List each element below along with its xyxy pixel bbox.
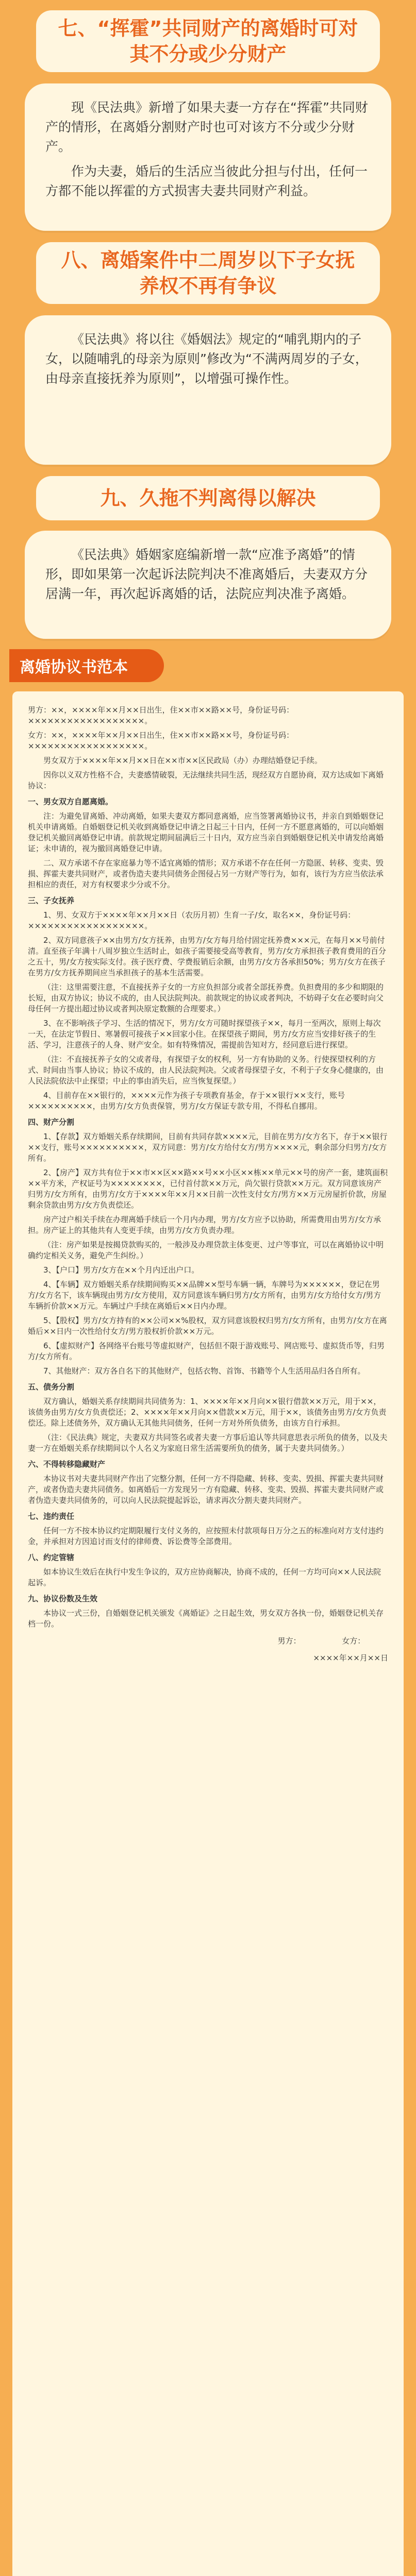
agreement-paragraph: 二、双方承诺不存在家庭暴力等不适宜离婚的情形；双方承诺不存在任何一方隐匿、转移、变卖、毁损、挥霍夫妻共同财产，或者伪造夫妻共同债务企图侵占另一方财产等行为，如有，该行为方应当依法承担相应的责任，对方有权要求少分或不分。 xyxy=(28,858,384,889)
agreement-heading: 八、约定管辖 xyxy=(28,1553,75,1562)
agreement-paragraph: 双方确认，婚姻关系存续期间共同债务为：1、××××年××月向××银行借款××万元，用于××，该债务由男方/女方负责偿还；2、××××年××月向××借款××万元，用于××，该债务由男方/女方负责偿还。除上述债务外，双方确认无其他共同债务，任何一方对外所负债务，由该方自行承担。 xyxy=(28,1397,387,1428)
agreement-paragraph: 2、【房产】双方共有位于××市××区××路××号××小区××栋××单元××号的房产一套，建筑面积××平方米，产权证号为××××××××，已付首付款××万元，尚欠银行贷款××万元。双方同意该房产归男方/女方所有，由男方/女方于××××年××月××日前一次性支付女方/男方××万元房屋折价款，房屋剩余贷款由男方/女方负责偿还。 xyxy=(28,1168,388,1210)
agreement-paragraph: 4、目前存在××银行的，××××元作为孩子专项教育基金，存于××银行××支行，账号××××××××××，由男方/女方负责保管，男方/女方保证专款专用，不得私自挪用。 xyxy=(28,1091,345,1111)
template-tag-label: 离婚协议书范本 xyxy=(20,658,128,676)
signature-line xyxy=(28,1636,388,1647)
agreement-heading: 九、协议份数及生效 xyxy=(28,1594,98,1603)
agreement-paragraph: 6、【虚拟财产】各网络平台账号等虚拟财产，包括但不限于游戏账号、网店账号、虚拟货币等，归男方/女方所有。 xyxy=(28,1341,385,1361)
agreement-paragraph: 男方：××，××××年××月××日出生，住××市××路××号，身份证号码：××××××××××××××××××。 xyxy=(28,705,294,725)
agreement-heading: 一、男女双方自愿离婚。 xyxy=(28,797,113,806)
agreement-paragraph: 7、其他财产：双方各自名下的其他财产，包括衣物、首饰、书籍等个人生活用品归各自所有。 xyxy=(43,1366,365,1376)
agreement-paragraph: （注：这里需要注意，不直接抚养子女的一方应负担部分或者全部抚养费。负担费用的多少和期限的长短，由双方协议；协议不成的，由人民法院判决。前款规定的协议或者判决，不妨碍子女在必要时向父母任何一方提出超过协议或者判决原定数额的合理要求。） xyxy=(28,982,384,1013)
section-eight-card xyxy=(25,315,391,465)
agreement-paragraph: 本协议一式三份，自婚姻登记机关颁发《离婚证》之日起生效，男女双方各执一份，婚姻登记机关存档一份。 xyxy=(28,1608,384,1629)
section-seven-title: 七、“挥霍”共同财产的离婚时可对其不分或少分财产 xyxy=(58,17,358,65)
section-seven-para-1: 现《民法典》新增了如果夫妻一方存在“挥霍”共同财产的情形，在离婚分割财产时也可对该方不分或少分财产。 xyxy=(45,100,368,154)
section-seven-para-2: 作为夫妻，婚后的生活应当彼此分担与付出，任何一方都不能以挥霍的方式损害夫妻共同财产利益。 xyxy=(45,164,368,198)
agreement-paragraph: 注：为避免冒离婚、冲动离婚，如果夫妻双方都同意离婚，应当签署离婚协议书，并亲自到婚姻登记机关申请离婚。自婚姻登记机关收到离婚登记申请之日起三十日内，任何一方不愿意离婚的，可以向婚姻登记机关撤回离婚登记申请。前款规定期间届满后三十日内，双方应当亲自到婚姻登记机关申请发给离婚证；未申请的，视为撤回离婚登记申请。 xyxy=(28,811,384,853)
section-eight-banner xyxy=(36,242,380,304)
signature-date: ××××年××月××日 xyxy=(313,1653,388,1663)
agreement-paragraph: （注：房产如果是按揭贷款购买的，一般涉及办理贷款主体变更、过户等事宜，可以在离婚协议中明确约定相关义务，避免产生纠纷。） xyxy=(28,1240,384,1260)
agreement-paragraph: 男女双方于××××年××月××日在××市××区民政局（办）办理结婚登记手续。 xyxy=(43,756,322,765)
agreement-paragraph: 4、【车辆】双方婚姻关系存续期间购买××品牌××型号车辆一辆，车牌号为××××××，登记在男方/女方名下，该车辆现由男方/女方使用，双方同意该车辆归男方/女方所有，由男方/女方给付女方/男方车辆折价款××万元。车辆过户手续在离婚后××日内办理。 xyxy=(28,1280,381,1311)
agreement-paragraph: 女方：××，××××年××月××日出生，住××市××路××号，身份证号码：××××××××××××××××××。 xyxy=(28,731,294,751)
agreement-paragraph: 房产过户相关手续在办理离婚手续后一个月内办理，男方/女方应予以协助，所需费用由男方/女方承担。房产证上的其他共有人变更手续，由男方/女方负责办理。 xyxy=(28,1215,381,1235)
signature-male: 男方： xyxy=(277,1636,301,1646)
section-nine-para-1: 《民法典》婚姻家庭编新增一款“应准予离婚”的情形，即如果第一次起诉法院判决不准离婚后，夫妻双方分居满一年，再次起诉离婚的话，法院应判决准予离婚。 xyxy=(45,547,368,601)
section-eight-title: 八、离婚案件中二周岁以下子女抚养权不再有争议 xyxy=(61,249,355,297)
section-nine-title: 九、久拖不判离得以解决 xyxy=(100,487,316,510)
section-seven-banner xyxy=(36,10,380,72)
agreement-heading: 七、违约责任 xyxy=(28,1512,75,1521)
agreement-paragraph: 本协议书对夫妻共同财产作出了完整分割，任何一方不得隐藏、转移、变卖、毁损、挥霍夫妻共同财产，或者伪造夫妻共同债务。如离婚后一方发现另一方有隐藏、转移、变卖、毁损、挥霍夫妻共同财产或者伪造夫妻共同债务的，可以向人民法院提起诉讼，请求再次分割夫妻共同财产。 xyxy=(28,1474,384,1505)
agreement-paragraph: 3、在不影响孩子学习、生活的情况下，男方/女方可随时探望孩子××，每月一至两次，原则上每次一天，在法定节假日、寒暑假可接孩子××回家小住。在探望孩子期间，男方/女方应当安排好孩子的生活、学习，注意孩子的人身、财产安全。如有特殊情况，需提前告知对方，经同意后进行探望。 xyxy=(28,1019,381,1049)
section-eight-para-1: 《民法典》将以往《婚姻法》规定的“哺乳期内的子女，以随哺乳的母亲为原则”修改为“不满两周岁的子女，由母亲直接抚养为原则”，以增强可操作性。 xyxy=(45,332,368,386)
agreement-paragraph: 如本协议生效后在执行中发生争议的，双方应协商解决，协商不成的，任何一方均可向××人民法院起诉。 xyxy=(28,1567,381,1587)
agreement-heading: 六、不得转移隐藏财产 xyxy=(28,1460,106,1469)
signature-female: 女方： xyxy=(342,1636,365,1646)
section-seven-card xyxy=(25,83,391,231)
agreement-paragraph: 任何一方不按本协议约定期限履行支付义务的，应按照未付款项每日万分之五的标准向对方支付违约金，并承担对方因追讨而支付的律师费、诉讼费等全部费用。 xyxy=(28,1526,384,1546)
agreement-paragraph: 5、【股权】男方/女方持有的××公司××%股权，双方同意该股权归男方/女方所有，由男方/女方在离婚后××日内一次性给付女方/男方股权折价款××万元。 xyxy=(28,1316,387,1336)
agreement-paragraph: 3、【户口】男方/女方在××个月内迁出户口。 xyxy=(43,1265,199,1275)
section-nine-banner xyxy=(36,476,380,520)
agreement-paragraph: 因你以义双方性格不合，夫妻感情破裂，无法继续共同生活，现经双方自愿协商，双方达成如下离婚协议： xyxy=(28,770,384,790)
agreement-heading: 四、财产分割 xyxy=(28,1117,75,1127)
section-nine-card xyxy=(25,531,391,639)
agreement-heading: 五、债务分割 xyxy=(28,1382,75,1392)
agreement-paragraph: 1、【存款】双方婚姻关系存续期间，目前有共同存款××××元，目前在男方/女方名下，存于××银行××支行，账号××××××××××，双方同意：男方/女方给付女方/男方××××元，剩余部分归男方/女方所有。 xyxy=(28,1132,388,1163)
agreement-body xyxy=(28,705,388,1630)
agreement-paragraph: 2、双方同意孩子××由男方/女方抚养，由男方/女方每月给付固定抚养费×××元，在每月××号前付清。直至孩子年满十八周岁独立生活时止，如孩子需要接受高等教育，男方/女方承担孩子教育费用的百分之五十，男/女方按实际支付。孩子医疗费、学费报销后余额，由男方/女方各承担50%；男方/女方在孩子在男方/女方抚养期间应当承担孩子的基本生活需要。 xyxy=(28,936,387,977)
agreement-paragraph: （注：《民法典》规定，夫妻双方共同签名或者夫妻一方事后追认等共同意思表示所负的债务，以及夫妻一方在婚姻关系存续期间以个人名义为家庭日常生活需要所负的债务，属于夫妻共同债务。） xyxy=(28,1433,388,1453)
template-tag xyxy=(9,649,164,682)
agreement-heading: 三、子女抚养 xyxy=(28,896,75,905)
agreement-document xyxy=(12,691,404,2576)
agreement-paragraph: 1、男、女双方于××××年××月××日（农历月初）生育一子/女，取名××，身份证号码：××××××××××××××××××。 xyxy=(28,910,356,930)
agreement-paragraph: （注：不直接抚养子女的父或者母，有探望子女的权利，另一方有协助的义务。行使探望权利的方式、时间由当事人协议；协议不成的，由人民法院判决。父或者母探望子女，不利于子女身心健康的，由人民法院依法中止探望；中止的事由消失后，应当恢复探望。） xyxy=(28,1055,384,1086)
